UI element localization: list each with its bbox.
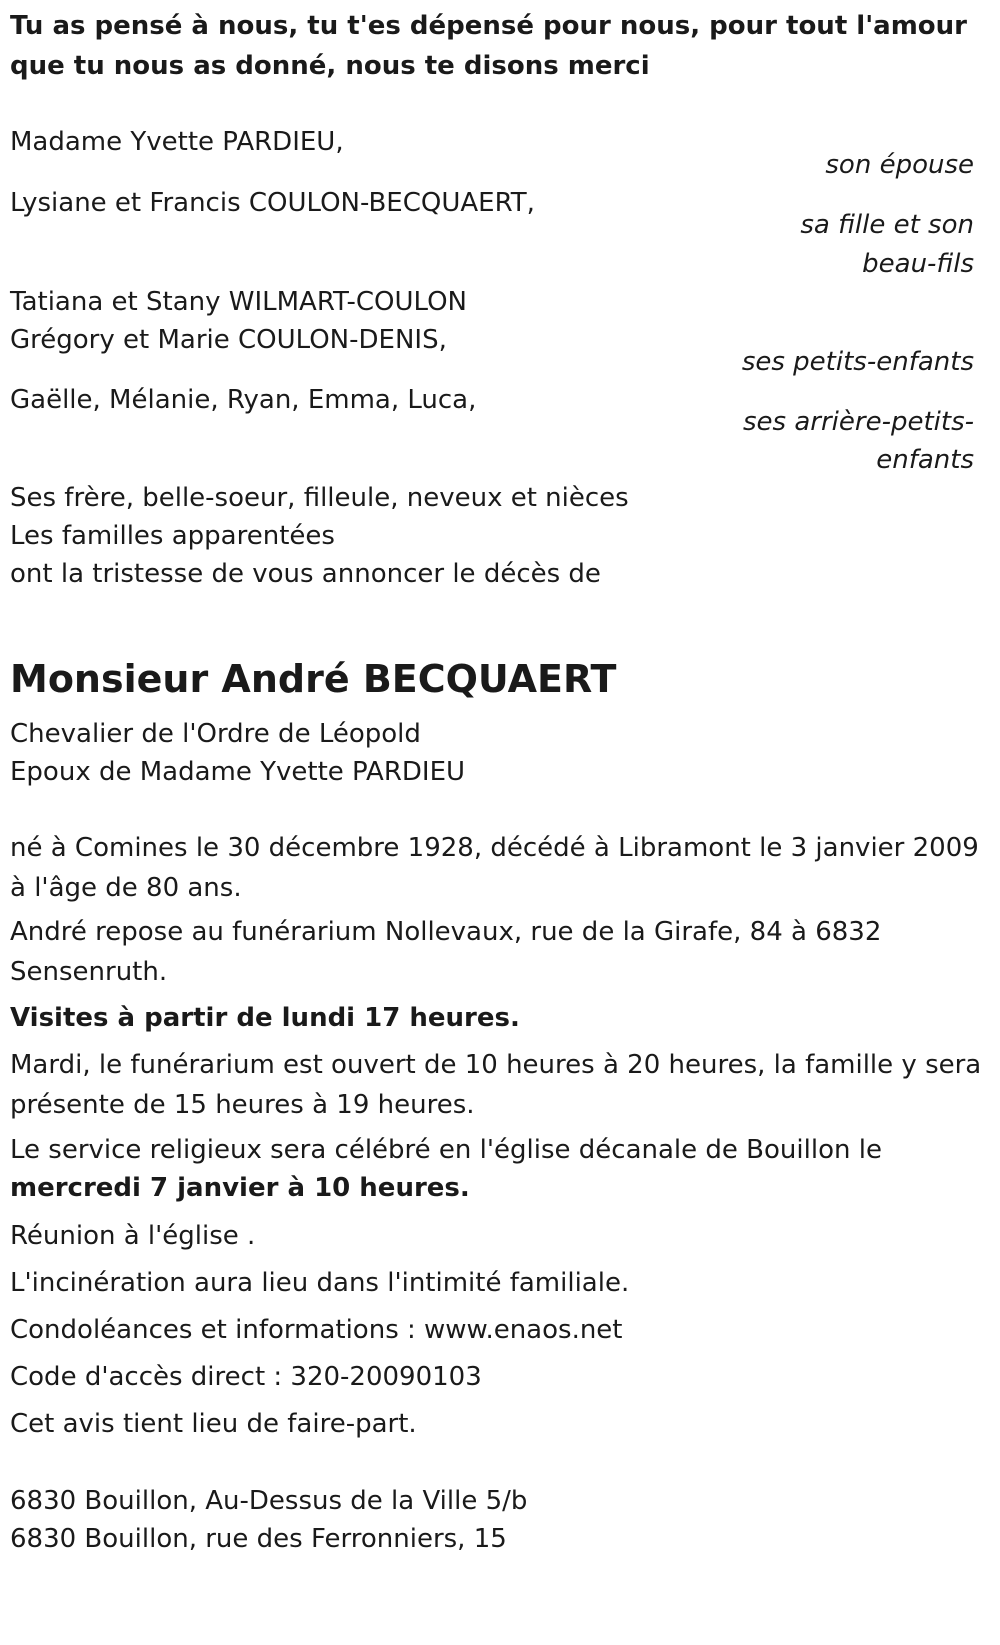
great-grandchildren-relation-line2: enfants: [876, 445, 974, 475]
announcement-line: ont la tristesse de vous annoncer le décès de: [10, 559, 601, 589]
daughter-relation-line2: beau-fils: [862, 249, 974, 279]
great-grandchildren-relation-line1: ses arrière-petits-: [743, 407, 974, 437]
address-1: 6830 Bouillon, Au-Dessus de la Ville 5/b: [10, 1486, 528, 1516]
grandchildren-relation: ses petits-enfants: [741, 347, 974, 377]
cremation-line: L'incinération aura lieu dans l'intimité familiale.: [10, 1268, 630, 1298]
condolences-line: Condoléances et informations : www.enaos.net: [10, 1315, 623, 1345]
siblings-line: Ses frère, belle-soeur, filleule, neveux et nièces: [10, 483, 629, 513]
deceased-title-2: Epoux de Madame Yvette PARDIEU: [10, 757, 466, 787]
tuesday-hours: Mardi, le funérarium est ouvert de 10 heures à 20 heures, la famille y sera présente de 15 heures à 19 heures.: [10, 1050, 982, 1120]
intro-verse: Tu as pensé à nous, tu t'es dépensé pour nous, pour tout l'amour que tu nous as donné, nous te disons merci: [10, 11, 967, 81]
deceased-title-1: Chevalier de l'Ordre de Léopold: [10, 719, 421, 749]
access-code-line: Code d'accès direct : 320-20090103: [10, 1362, 482, 1392]
obituary-notice: [10, 0, 990, 1645]
spouse-relation: son épouse: [825, 150, 974, 180]
visiting-hours: Visites à partir de lundi 17 heures.: [10, 1003, 520, 1033]
grandchild-name-2: Grégory et Marie COULON-DENIS,: [10, 325, 447, 355]
families-line: Les familles apparentées: [10, 521, 335, 551]
service-text: Le service religieux sera célébré en l'église décanale de Bouillon le: [10, 1135, 882, 1165]
deceased-name: Monsieur André BECQUAERT: [10, 657, 617, 701]
address-2: 6830 Bouillon, rue des Ferronniers, 15: [10, 1524, 507, 1554]
resting-place: André repose au funérarium Nollevaux, rue de la Girafe, 84 à 6832 Sensenruth.: [10, 917, 882, 987]
notice-line: Cet avis tient lieu de faire-part.: [10, 1409, 417, 1439]
grandchild-name-1: Tatiana et Stany WILMART-COULON: [10, 287, 468, 317]
birth-death-details: né à Comines le 30 décembre 1928, décédé à Libramont le 3 janvier 2009 à l'âge de 80 ans.: [10, 833, 979, 903]
daughter-relation-line1: sa fille et son: [800, 210, 974, 240]
great-grandchildren-names: Gaëlle, Mélanie, Ryan, Emma, Luca,: [10, 385, 477, 415]
meeting-line: Réunion à l'église .: [10, 1221, 256, 1251]
daughter-name: Lysiane et Francis COULON-BECQUAERT,: [10, 188, 535, 218]
service-date: mercredi 7 janvier à 10 heures.: [10, 1173, 470, 1203]
spouse-name: Madame Yvette PARDIEU,: [10, 127, 344, 157]
